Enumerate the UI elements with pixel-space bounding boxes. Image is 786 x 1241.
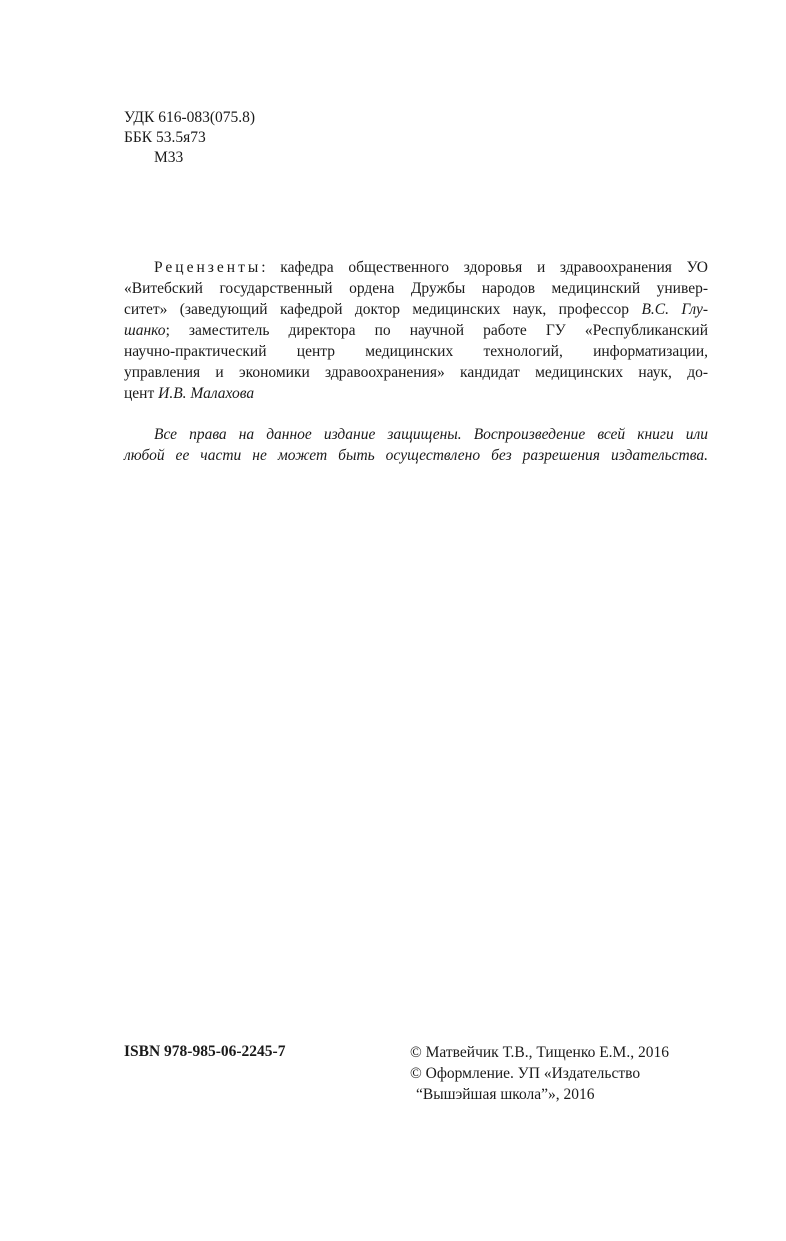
reviewers-line-4: шанко; заместитель директора по научной работе ГУ «Республиканский [124, 322, 708, 339]
copyright-publisher: “Вышэйшая школа”», 2016 [416, 1086, 595, 1103]
reviewers-line-2: «Витебский государственный ордена Дружбы народов медицинский универ- [124, 280, 708, 297]
udk-code: УДК 616-083(075.8) [124, 109, 256, 126]
reviewers-line-7: цент И.В. Малахова [124, 385, 255, 402]
bbk-code: ББК 53.5я73 [124, 129, 206, 146]
catalog-codes [124, 108, 255, 168]
rights-notice [124, 424, 708, 466]
reviewers-line-6: управления и экономики здравоохранения» кандидат медицинских наук, до- [124, 364, 708, 381]
reviewers-label: Рецензенты [154, 259, 262, 276]
reviewer-name-2: И.В. Малахова [158, 385, 255, 402]
reviewers-paragraph [124, 257, 708, 404]
reviewers-line-1: Рецензенты: кафедра общественного здоровья и здравоохранения УО [154, 259, 708, 276]
isbn-number: ISBN 978-985-06-2245-7 [124, 1043, 286, 1060]
reviewers-line-3: ситет» (заведующий кафедрой доктор медицинских наук, профессор В.С. Глу- [124, 301, 708, 318]
rights-line-1: Все права на данное издание защищены. Воспроизведение всей книги или [154, 426, 708, 443]
author-mark: М33 [154, 149, 184, 166]
copyright-design: © Оформление. УП «Издательство [410, 1065, 641, 1082]
reviewer-name-1b: шанко [124, 322, 166, 339]
copyright-block [410, 1042, 669, 1105]
reviewers-line-5: научно-практический центр медицинских технологий, информатизации, [124, 343, 708, 360]
rights-line-2: любой ее части не может быть осуществлено без разрешения издательства. [124, 447, 708, 464]
reviewer-name-1a: В.С. Глу- [641, 301, 708, 318]
copyright-authors: © Матвейчик Т.В., Тищенко Е.М., 2016 [410, 1044, 669, 1061]
